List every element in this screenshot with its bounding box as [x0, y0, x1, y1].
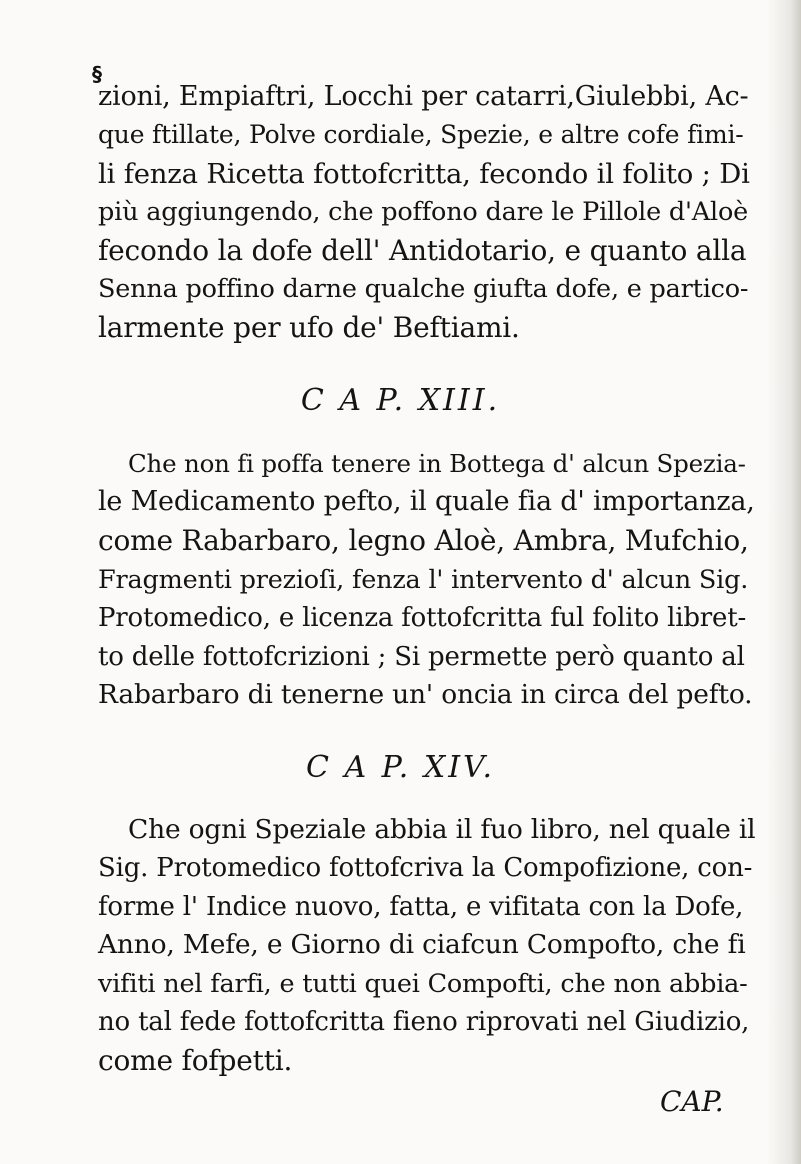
text-line: to delle fottofcrizioni ; Si permette però quanto al	[98, 642, 745, 672]
text-line: le Medicamento pefto, il quale fia d' importanza,	[98, 486, 755, 517]
chapter-heading: C A P. XIV.	[305, 750, 496, 785]
text-line: Rabarbaro di tenerne un' oncia in circa del pefto.	[98, 679, 753, 710]
text-line: più aggiungendo, che poffono dare le Pillole d'Aloè	[98, 197, 749, 227]
text-line: Anno, Mefe, e Giorno di ciafcun Compofto, che fi	[98, 929, 746, 960]
text-line: Fragmenti prezioſi, fenza l' intervento d' alcun Sig.	[98, 565, 749, 595]
text-line: forme l' Indice nuovo, fatta, e vifitata con la Dofe,	[98, 892, 744, 922]
signature-mark: §	[92, 62, 102, 86]
text-line: Senna poffino darne qualche giufta dofe, e partico-	[98, 274, 749, 304]
text-line: no tal fede fottofcritta fieno riprovati nel Giudizio,	[98, 1007, 750, 1037]
text-line: li fenza Ricetta fottofcritta, fecondo il folito ; Di	[98, 158, 750, 190]
text-line: larmente per ufo de' Beftiami.	[98, 311, 520, 344]
text-line: Che non fi poffa tenere in Bottega d' alcun Spezia-	[128, 449, 746, 478]
text-line: fecondo la dofe dell' Antidotario, e quanto alla	[98, 234, 747, 267]
page-edge-shadow	[767, 0, 801, 1164]
text-line: come Rabarbaro, legno Aloè, Ambra, Mufchio,	[98, 524, 749, 557]
text-line: zioni, Empiaftri, Locchi per catarri,Giulebbi, Ac-	[98, 81, 749, 112]
chapter-heading: C A P. XIII.	[300, 383, 501, 418]
text-line: vifiti nel farfi, e tutti quei Compofti, che non abbia-	[98, 969, 748, 999]
text-line: Protomedico, e licenza fottofcritta ful folito libret-	[98, 603, 747, 633]
text-line: Che ogni Speziale abbia il fuo libro, nel quale il	[128, 814, 756, 845]
catchword: CAP.	[660, 1085, 724, 1118]
text-line: que ftillate, Polve cordiale, Spezie, e altre cofe fimi-	[98, 120, 744, 149]
text-line: Sig. Protomedico fottofcriva la Compofizione, con-	[98, 853, 753, 883]
text-line: come fofpetti.	[98, 1044, 293, 1077]
